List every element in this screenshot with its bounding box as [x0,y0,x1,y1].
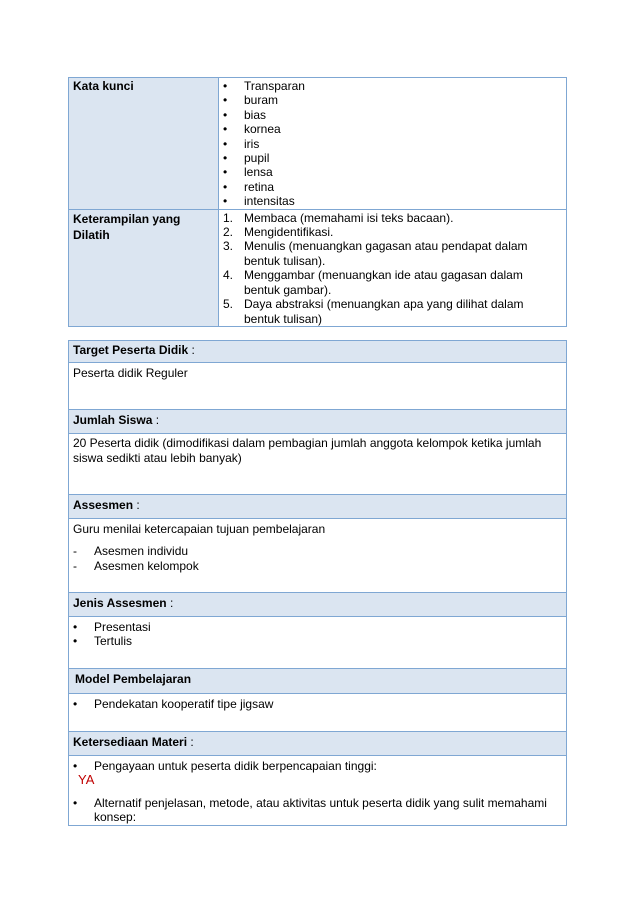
assesmen-header-row [69,495,567,519]
assesmen-value-row [69,519,567,593]
keyword-item: • retina [223,180,562,194]
jenis-item: • Presentasi [73,620,562,634]
keyword-item: • lensa [223,165,562,179]
skill-item: 3. Menulis (menuangkan gagasan atau pendapat dalam bentuk tulisan). [223,239,528,268]
keyword-item: • intensitas [223,194,562,208]
model-header-row [69,669,567,694]
jumlah-value-row [69,434,567,495]
jenis-value [69,617,567,669]
skill-item: 5. Daya abstraksi (menuangkan apa yang dilihat dalam bentuk tulisan) [223,297,524,326]
ketersediaan-header: Ketersediaan Materi : [69,732,567,756]
jumlah-value: 20 Peserta didik (dimodifikasi dalam pembagian jumlah anggota kelompok ketika jumlah siswa sedikti atau lebih banyak) [69,434,567,495]
keyword-item: • Transparan [223,79,562,93]
skill-item: 1. Membaca (memahami isi teks bacaan). [223,210,454,225]
keywords-skills-table [68,77,567,327]
ketersediaan-item: • Alternatif penjelasan, metode, atau aktivitas untuk peserta didik yang sulit memahami konsep: [73,796,562,825]
kata-kunci-row [69,78,567,210]
keyword-item: • iris [223,137,562,151]
jenis-header-row [69,593,567,617]
student-info-table [68,340,567,826]
keyword-item: • buram [223,93,562,107]
jumlah-header: Jumlah Siswa : [69,410,567,434]
jenis-header: Jenis Assesmen : [69,593,567,617]
keterampilan-label: Keterampilan yang Dilatih [69,209,219,326]
jenis-value-row [69,617,567,669]
model-value [69,694,567,732]
ketersediaan-value-row [69,756,567,826]
target-header-row [69,341,567,363]
assesmen-header: Assesmen : [69,495,567,519]
assesmen-intro: Guru menilai ketercapaian tujuan pembelajaran [73,522,326,536]
ketersediaan-value [69,756,567,826]
model-value-row [69,694,567,732]
model-header: Model Pembelajaran [69,669,567,694]
model-item: • Pendekatan kooperatif tipe jigsaw [73,697,562,711]
jenis-item: • Tertulis [73,634,562,648]
kata-kunci-values [219,78,567,210]
ketersediaan-header-row [69,732,567,756]
target-header: Target Peserta Didik : [69,341,567,363]
ya-answer: YA [78,772,95,788]
assesmen-value [69,519,567,593]
target-value-row [69,363,567,410]
keyword-item: • pupil [223,151,562,165]
ketersediaan-item: • Pengayaan untuk peserta didik berpencapaian tinggi: [73,759,562,773]
keterampilan-row [69,209,567,326]
skill-item: 4. Menggambar (menuangkan ide atau gagasan dalam bentuk gambar). [223,268,523,297]
kata-kunci-label: Kata kunci [69,78,219,210]
skill-item: 2. Mengidentifikasi. [223,225,334,240]
assesmen-item: - Asesmen individu [73,544,562,558]
target-value: Peserta didik Reguler [69,363,567,410]
assesmen-item: - Asesmen kelompok [73,559,562,573]
keyword-item: • bias [223,108,562,122]
jumlah-header-row [69,410,567,434]
keyword-item: • kornea [223,122,562,136]
keterampilan-values [219,209,567,326]
